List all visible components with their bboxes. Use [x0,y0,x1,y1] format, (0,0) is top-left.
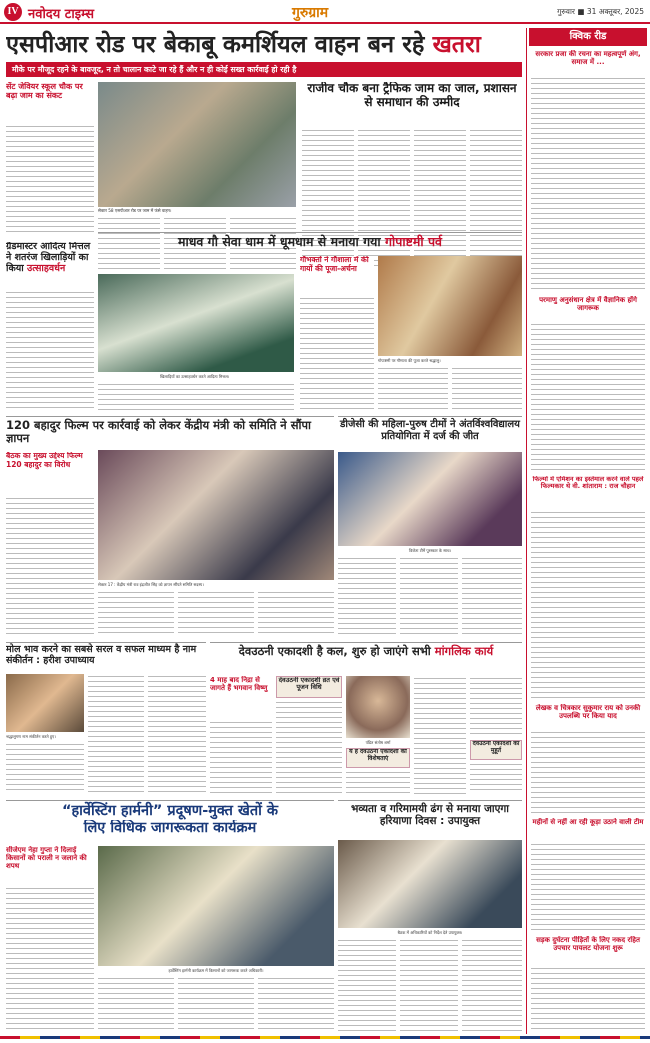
sankirtan-body-2 [88,674,144,794]
chess-caption: खिलाड़ियों का उत्साहवर्धन करते आदित्य मित्तल। [160,374,230,379]
film-headline: 120 बहादुर फिल्म पर कार्रवाई को लेकर केंद्रीय मंत्री को समिति ने सौंपा ज्ञापन [6,416,334,450]
harvest-body-1 [6,886,94,1032]
lead-sub-heading: सेंट जेवियर स्कूल चौक पर बढ़ा जाम का संकट [6,82,83,101]
quick-read-item-2-body [531,322,645,472]
ekadashi-headline-main: देवउठनी एकादशी है कल, शुरु हो जाएंगे सभी [238,644,435,658]
ekadashi-headline [210,642,522,672]
ekadashi-headline-highlight: मांगलिक कार्य [434,644,494,658]
film-caption: सेक्टर 17 : केंद्रीय मंत्री राव इंद्रजीत सिंह को ज्ञापन सौंपते समिति सदस्य। [98,582,204,587]
sankirtan-headline: मोल भाव करने का सबसे सरल व सफल माध्यम है नाम संकीर्तन : हरीश उपाध्याय [6,642,206,672]
quick-read-item-3-body [531,510,645,700]
lead-headline-highlight: खतरा [432,30,481,58]
film-sub-heading: बैठक का मुख्य उद्देश्य फिल्म 120 बहादुर का विरोध [6,452,83,469]
ekadashi-photo [346,676,410,738]
harvest-body-4 [258,976,334,1032]
lead-photo-caption: सेक्टर 58 एसपीआर रोड पर जाम में फंसे वाहन। [98,208,172,213]
harvest-headline-text-2: लिए विधिक जागरूकता कार्यक्रम [83,820,257,836]
dj-body-3 [462,556,522,636]
ekadashi-body-4 [414,676,466,794]
quick-read-item-5-title: महीनों से नहीं आ रही कूड़ा उठाने वाली टीम [532,818,644,826]
harvest-sub-heading: सीजेएम नेहा गुप्ता ने दिलाई किसानों को पराली न जलाने की शपथ [6,846,87,871]
dj-body-2 [400,556,458,636]
lead-headline [6,28,522,60]
ekadashi-sub-heading: 4 माह बाद निद्रा से जागते हैं भगवान विष्णु [210,676,268,693]
gopashtami-body-3 [452,366,522,410]
chess-photo [98,274,294,372]
chess-body [6,290,94,410]
ekadashi-body-5 [470,676,522,738]
ekadashi-body-3 [346,770,410,794]
ekadashi-body-2 [276,700,342,794]
film-photo [98,450,334,580]
dj-caption: विजेता टीमें पुरस्कार के साथ। [408,548,452,553]
masthead [0,0,650,24]
sankirtan-photo [6,674,84,732]
chess-headline [6,242,96,286]
film-body-4 [258,590,334,636]
gopashtami-caption: गोपाष्टमी पर गौमाता की पूजा करते श्रद्धालु। [378,358,441,363]
dj-body-1 [338,556,396,636]
sankirtan-body-3 [148,674,206,794]
ekadashi-box1: देवउठनी एकादशी व्रत एवं पूजन विधि [276,676,342,698]
quick-read-item-6-title: सड़क दुर्घटना पीड़ितों के लिए नकद रहित उपचार पायलट योजना शुरू [536,936,640,953]
quick-read-title: क्विक रीड [529,28,647,46]
quick-read-item-1-body [531,76,645,292]
quick-read-item-5-body [531,842,645,932]
gopashtami-headline-main: माधव गौ सेवा धाम में धूमधाम से मनाया गया [177,234,385,249]
film-body-3 [178,590,254,636]
lead-deck: मौके पर मौजूद रहने के बावजूद, न तो चालान काटे जा रहे हैं और न ही कोई सख्त कार्रवाई हो रही है [6,62,522,77]
sankirtan-body-1 [6,742,84,794]
film-body-1 [6,496,94,636]
ekadashi-box3: देवउठनी एकादशी का मुहूर्त [470,740,522,760]
dj-photo [338,452,522,546]
harvest-body-2 [98,976,174,1032]
gopashtami-headline [98,232,522,250]
haryana-body-3 [462,938,522,1032]
chess-body-2 [98,382,294,410]
sankirtan-caption: श्रद्धालुगण नाम संकीर्तन करते हुए। [6,734,56,739]
gopashtami-sub-heading: गौभक्तों ने गौशाला में की गायों की पूजा-अर्चना [300,256,374,292]
lead-photo [98,82,296,207]
quick-read-item-4-title: लेखक व चित्रकार सुकुमार राय को उनकी उपलब्धि पर किया याद [535,704,641,721]
ekadashi-body-1 [210,720,272,794]
haryana-body-1 [338,938,396,1032]
harvest-headline-2 [6,820,334,840]
quick-read-item-1-title: सरकार प्रजा की रचना का महत्वपूर्ण अंग, समाज में ... [535,50,641,67]
harvest-headline-1 [6,800,334,820]
harvest-headline-text-1: “हार्वेस्टिंग हार्मनी” प्रदूषण-मुक्त खेतों के [61,803,279,819]
gopashtami-photo [378,256,522,356]
ekadashi-body-6 [470,762,522,794]
haryana-body-2 [400,938,458,1032]
dateline: गुरुवार ■ 31 अक्तूबर, 2025 [557,7,644,16]
ekadashi-caption: पंडित संतोष शर्मा [365,740,391,745]
chess-headline-main: ग्रैंडमास्टर आदित्य मित्तल ने शतरंज खिलाड़ियों का किया [6,242,91,274]
quick-read-item-2-title: परमाणु अनुसंधान क्षेत्र में वैज्ञानिक होंगे जागरूक [539,296,637,313]
quick-read-item-4-body [531,730,645,814]
film-body-2 [98,590,174,636]
harvest-photo [98,846,334,966]
dj-headline: डीजेसी की महिला-पुरुष टीमों ने अंतर्विश्वविद्यालय प्रतियोगिता में दर्ज की जीत [338,416,522,450]
haryana-caption: बैठक में अधिकारियों को निर्देश देते उपायुक्त। [397,930,463,935]
gopashtami-headline-highlight: गोपाष्टमी पर्व [384,234,442,249]
haryana-headline: भव्यता व गरिमामयी ढंग से मनाया जाएगा हरियाणा दिवस : उपायुक्त [338,800,522,836]
haryana-photo [338,840,522,928]
quick-read-item-3-title: फिल्मों में एमिशन का इस्तेमाल करने वाले पहले फिल्मकार थे वी. शांताराम : राज चौहान [532,476,644,491]
ekadashi-box2: ये हैं देवउठनी एकादशी की विशेषताएं [346,748,410,768]
lead-headline-main: एसपीआर रोड पर बेकाबू कमर्शियल वाहन बन रहे [6,30,433,58]
gopashtami-body-1 [300,296,374,410]
rajiv-headline: राजीव चौक बना ट्रैफिक जाम का जाल, प्रशासन से समाधान की उम्मीद [307,82,517,109]
page-number: IV [4,3,22,21]
paper-name: नवोदय टाइम्स [28,7,95,22]
chess-headline-highlight: उत्साहवर्धन [27,262,66,274]
harvest-caption: हार्वेस्टिंग हार्मनी कार्यक्रम में किसानों को जागरूक करते अधिकारी। [168,968,264,973]
lead-body-col1 [6,124,94,236]
harvest-body-3 [178,976,254,1032]
quick-read-item-6-body [531,966,645,1032]
section-title: गुरुग्राम [292,6,329,21]
gopashtami-body-2 [378,366,448,410]
bottom-rule [0,1036,650,1039]
quick-read-sidebar [526,28,646,1034]
